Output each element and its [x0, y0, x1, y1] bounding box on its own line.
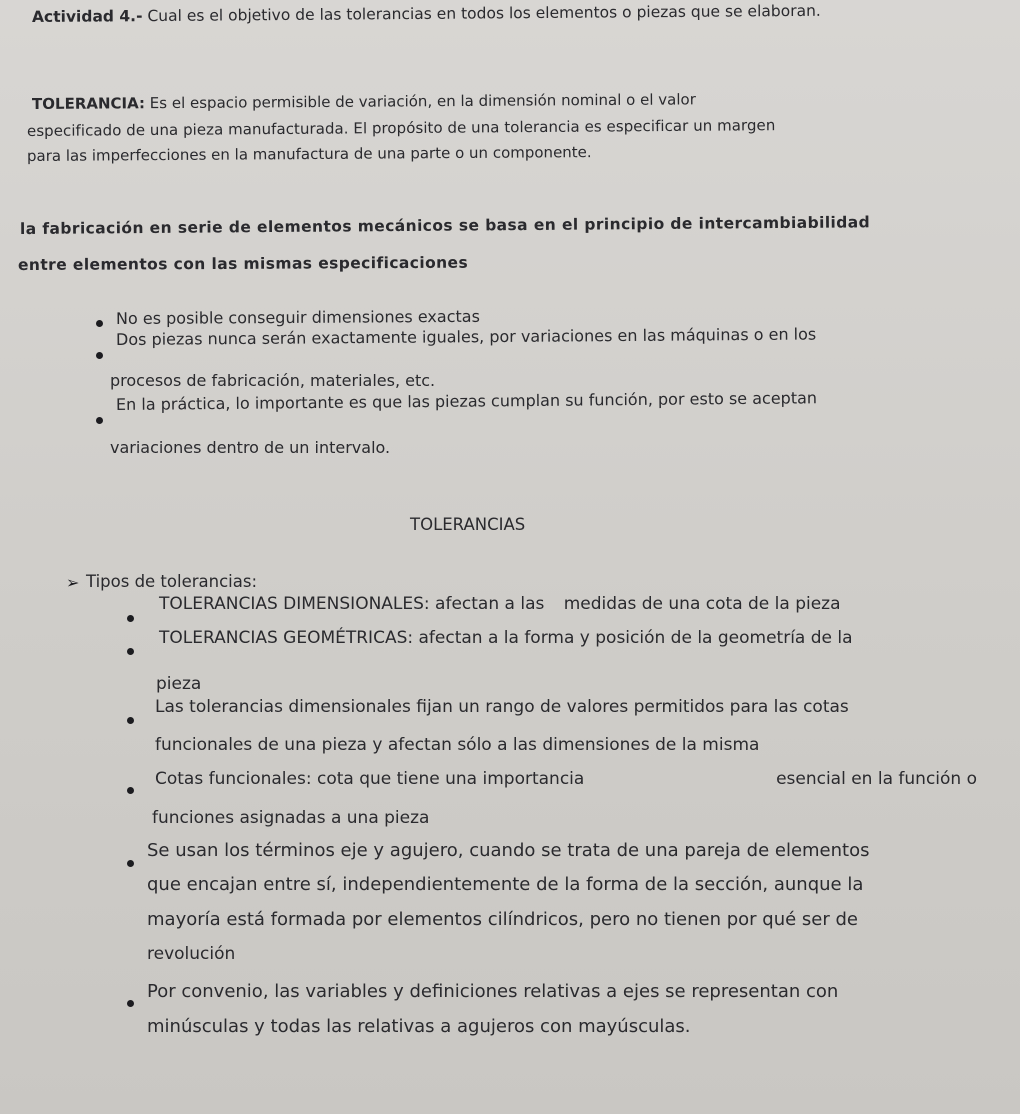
type-item-5-line-4: revolución — [147, 944, 236, 964]
bullet-icon — [127, 615, 134, 622]
type-item-1-part-b: medidas de una cota de la pieza — [563, 594, 841, 614]
type-item-5-line-2: que encajan entre sí, independientemente de la forma de la sección, aunque la — [147, 874, 864, 895]
reason-item-2-line-1: Dos piezas nunca serán exactamente iguales, por variaciones en las máquinas o en los — [115, 324, 817, 349]
principle-line-2: entre elementos con las mismas especificaciones — [17, 253, 469, 274]
bullet-icon — [96, 417, 103, 424]
bullet-icon — [127, 860, 134, 867]
type-item-4-line-1 — [155, 771, 977, 788]
bullet-icon — [96, 320, 103, 327]
type-item-2-line-2: pieza — [156, 674, 202, 694]
type-item-4-part-b: esencial en la función o — [776, 769, 977, 789]
activity-label: Actividad 4.- — [31, 7, 143, 26]
bullet-icon — [127, 787, 134, 794]
reason-item-3-line-1: En la práctica, lo importante es que las piezas cumplan su función, por esto se aceptan — [115, 388, 818, 414]
principle-line-1: la fabricación en serie de elementos mecánicos se basa en el principio de intercambiabilidad — [19, 213, 871, 238]
bullet-icon — [127, 717, 134, 724]
type-item-2-line-1: TOLERANCIAS GEOMÉTRICAS: afectan a la forma y posición de la geometría de la — [159, 628, 853, 648]
definition-term: TOLERANCIA: — [31, 94, 146, 113]
definition-text-1: Es el espacio permisible de variación, en la dimensión nominal o el valor — [149, 90, 696, 113]
type-item-5-line-3: mayoría está formada por elementos cilíndricos, pero no tienen por qué ser de — [147, 909, 858, 930]
bullet-icon — [127, 648, 134, 655]
type-item-1 — [159, 596, 841, 613]
type-item-5-line-1: Se usan los términos eje y agujero, cuando se trata de una pareja de elementos — [147, 840, 870, 861]
activity-question-text: Cual es el objetivo de las tolerancias en todos los elementos o piezas que se elaboran. — [147, 1, 821, 26]
type-item-1-part-a: TOLERANCIAS DIMENSIONALES: afectan a las — [159, 594, 545, 614]
activity-question — [31, 1, 821, 26]
type-item-6-line-2: minúsculas y todas las relativas a agujeros con mayúsculas. — [147, 1016, 691, 1037]
type-item-6-line-1: Por convenio, las variables y definiciones relativas a ejes se representan con — [147, 981, 839, 1002]
types-heading: Tipos de tolerancias: — [86, 572, 258, 591]
type-item-3-line-2: funcionales de una pieza y afectan sólo a las dimensiones de la misma — [155, 735, 760, 755]
reason-item-3-line-2: variaciones dentro de un intervalo. — [110, 438, 391, 457]
type-item-4-line-2: funciones asignadas a una pieza — [152, 808, 430, 828]
definition-line-2: especificado de una pieza manufacturada. El propósito de una tolerancia es especificar un margen — [26, 116, 776, 140]
reason-item-2-line-2: procesos de fabricación, materiales, etc. — [110, 371, 436, 390]
section-title: TOLERANCIAS — [410, 515, 526, 534]
type-item-3-line-1: Las tolerancias dimensionales fijan un rango de valores permitidos para las cotas — [155, 697, 849, 717]
bullet-icon — [127, 1000, 134, 1007]
arrow-bullet-icon: ➢ — [66, 573, 80, 592]
bullet-icon — [96, 352, 103, 359]
reason-item-1: No es posible conseguir dimensiones exactas — [115, 306, 480, 328]
type-item-4-part-a: Cotas funcionales: cota que tiene una importancia — [155, 769, 585, 789]
definition-line-3: para las imperfecciones en la manufactura de una parte o un componente. — [26, 143, 592, 165]
definition-line-1 — [32, 92, 696, 112]
